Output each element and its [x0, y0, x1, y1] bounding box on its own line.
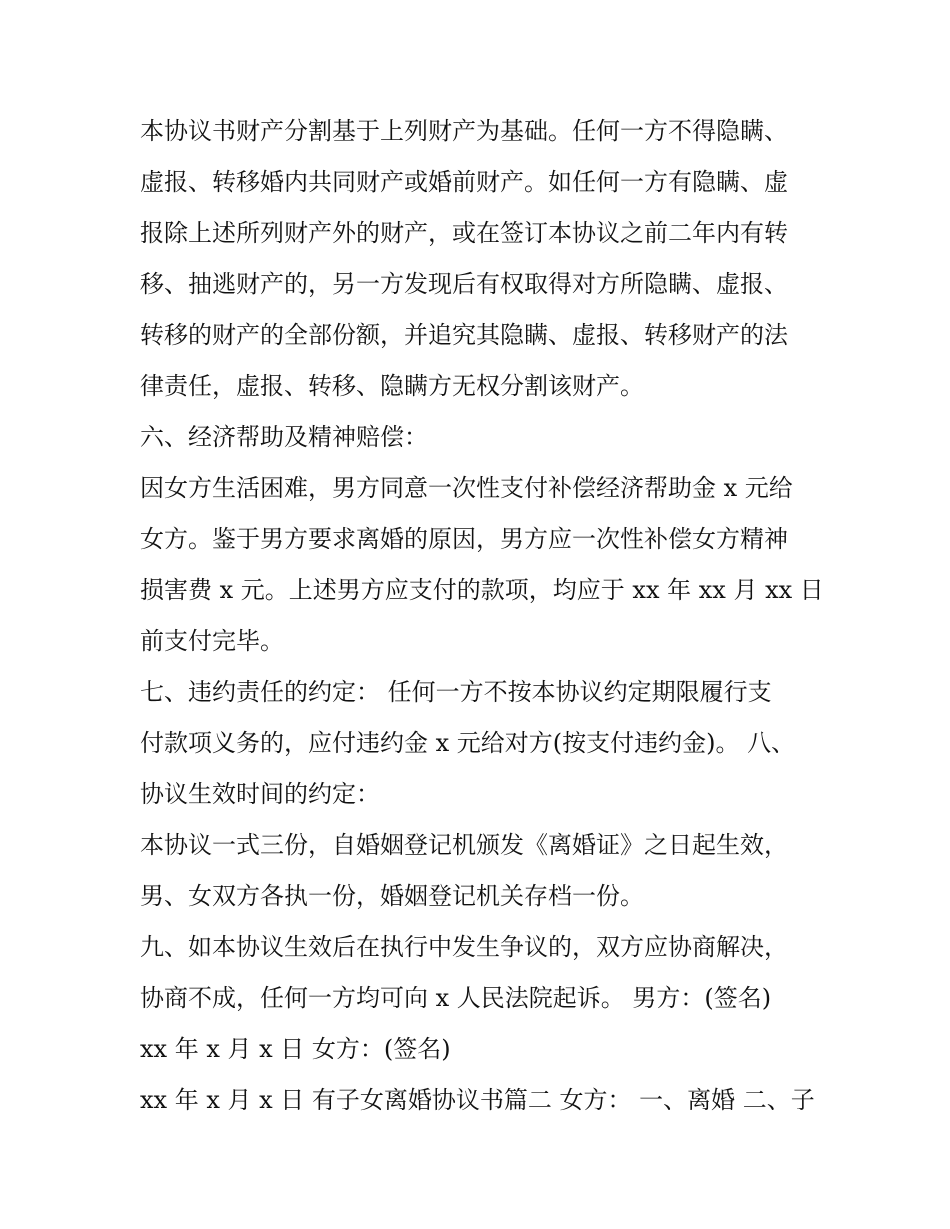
paragraph-line: 转移的财产的全部份额，并追究其隐瞒、虚报、转移财产的法	[140, 321, 788, 349]
paragraph-line: 律责任，虚报、转移、隐瞒方无权分割该财产。	[140, 372, 644, 400]
paragraph-line: 男、女双方各执一份，婚姻登记机关存档一份。	[140, 882, 644, 910]
section-heading: 七、违约责任的约定： 任何一方不按本协议约定期限履行支	[140, 678, 772, 706]
paragraph-line: 协议生效时间的约定：	[140, 780, 380, 808]
section-heading: 九、如本协议生效后在执行中发生争议的，双方应协商解决，	[140, 933, 788, 961]
paragraph-line: 前支付完毕。	[140, 627, 284, 655]
paragraph-line: 损害费 x 元。上述男方应支付的款项，均应于 xx 年 xx 月 xx 日	[140, 576, 824, 604]
paragraph-line: 因女方生活困难，男方同意一次性支付补偿经济帮助金 x 元给	[140, 474, 793, 502]
paragraph-line: 协商不成，任何一方均可向 x 人民法院起诉。 男方：(签名)	[140, 984, 772, 1012]
paragraph-line: 本协议书财产分割基于上列财产为基础。任何一方不得隐瞒、	[140, 117, 788, 145]
paragraph-line: 移、抽逃财产的，另一方发现后有权取得对方所隐瞒、虚报、	[140, 270, 788, 298]
paragraph-line: 报除上述所列财产外的财产，或在签订本协议之前二年内有转	[140, 219, 788, 247]
paragraph-line: 本协议一式三份，自婚姻登记机颁发《离婚证》之日起生效，	[140, 831, 788, 859]
signature-line: xx 年 x 月 x 日 女方：(签名)	[140, 1035, 451, 1063]
signature-line: xx 年 x 月 x 日 有子女离婚协议书篇二 女方： 一、离婚 二、子	[140, 1086, 815, 1114]
paragraph-line: 付款项义务的，应付违约金 x 元给对方(按支付违约金)。 八、	[140, 729, 796, 757]
section-heading: 六、经济帮助及精神赔偿：	[140, 423, 428, 451]
paragraph-line: 女方。鉴于男方要求离婚的原因，男方应一次性补偿女方精神	[140, 525, 788, 553]
paragraph-line: 虚报、转移婚内共同财产或婚前财产。如任何一方有隐瞒、虚	[140, 168, 788, 196]
